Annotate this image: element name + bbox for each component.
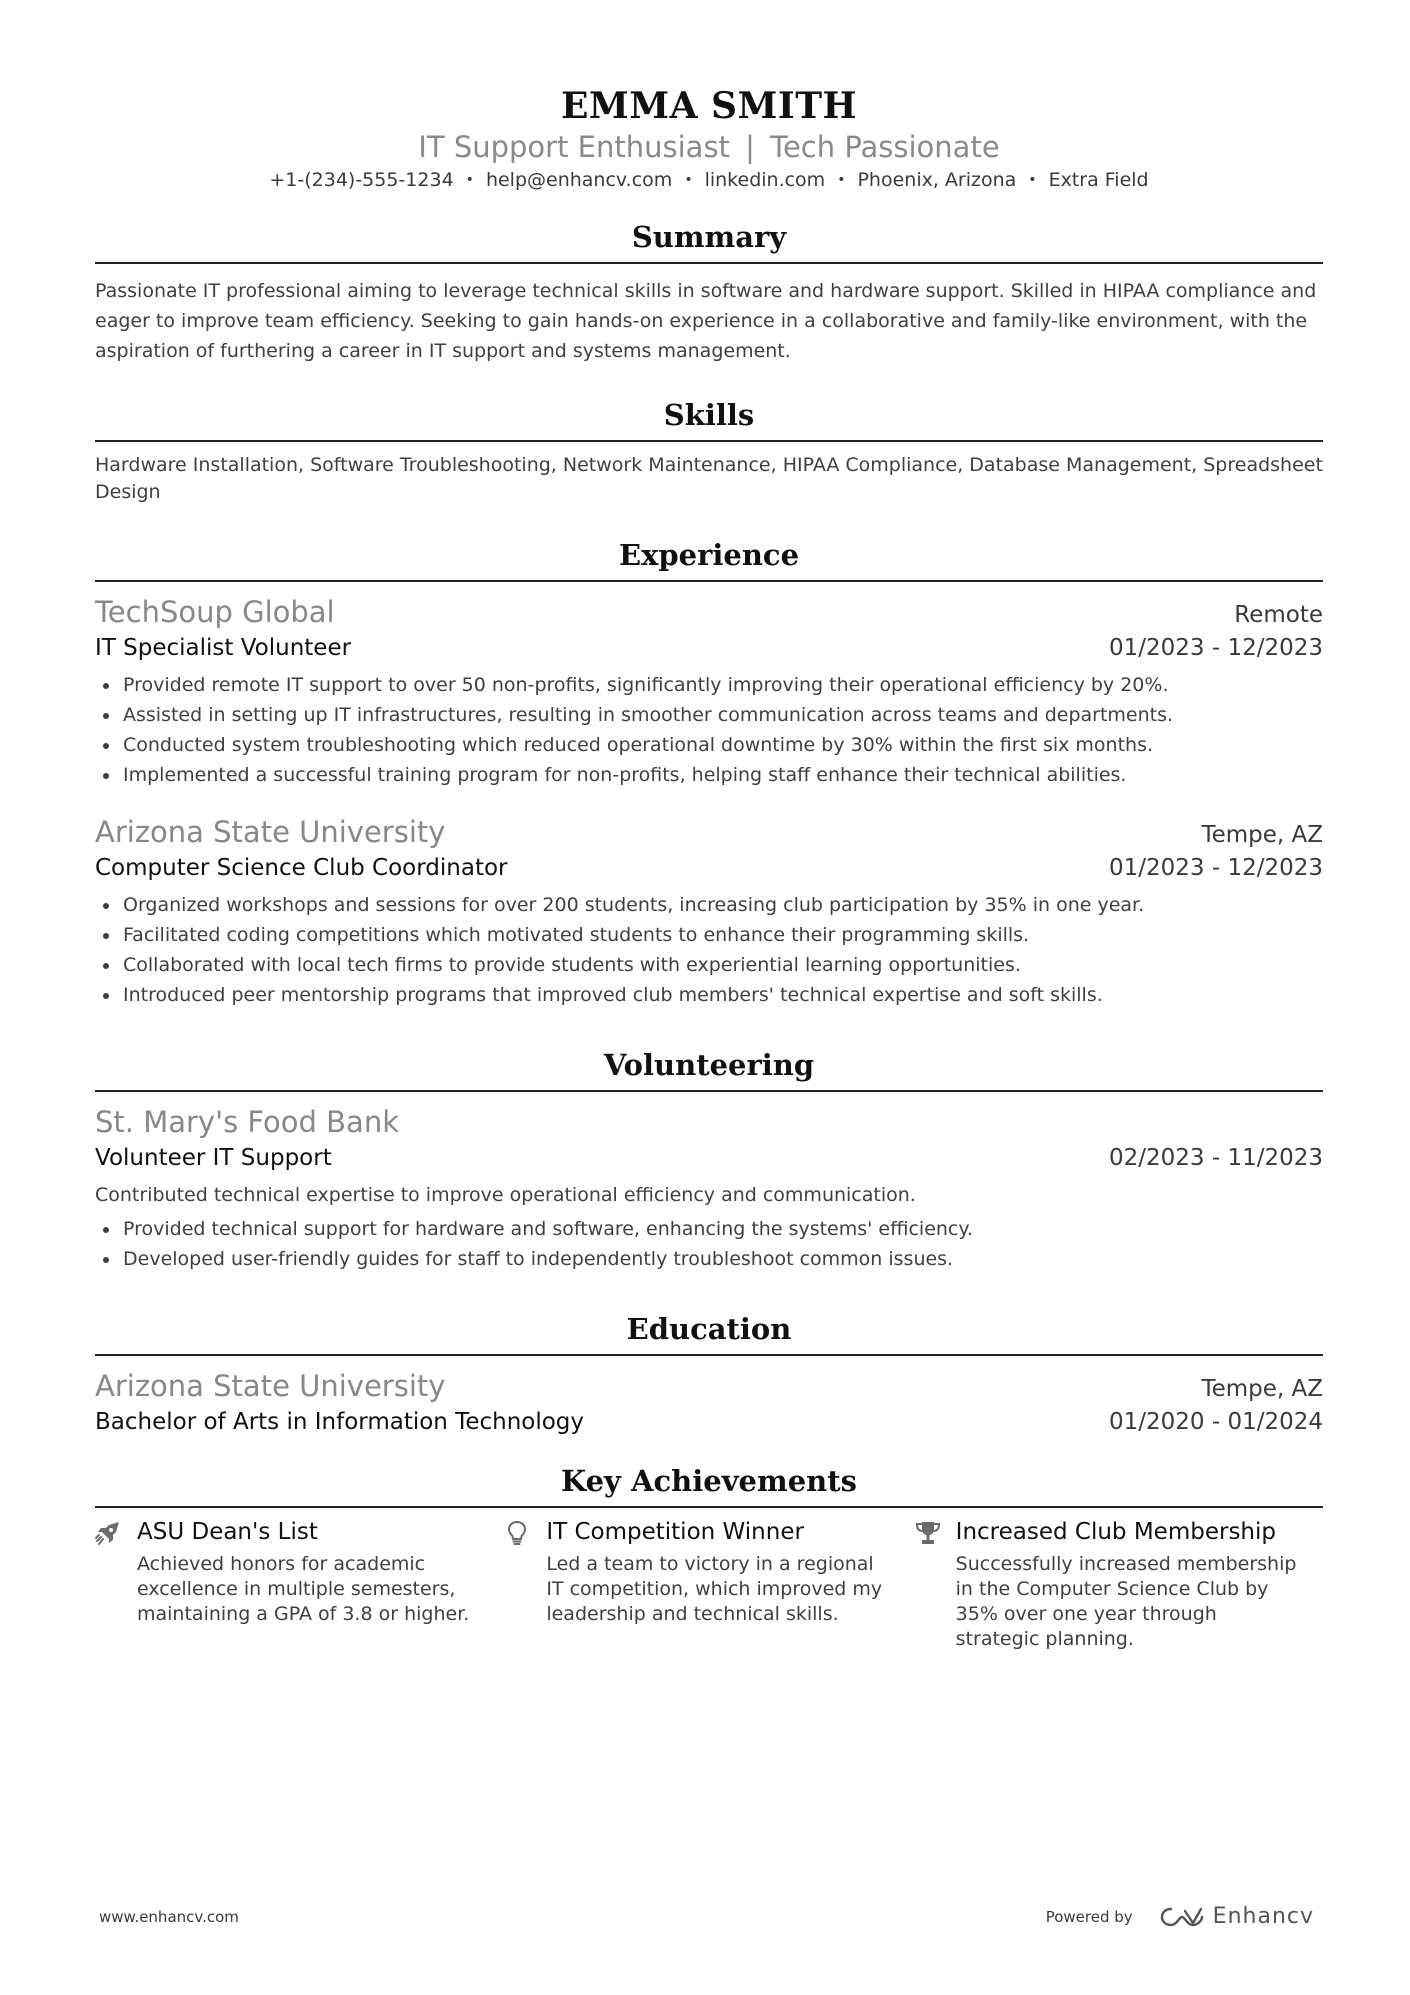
summary-text: Passionate IT professional aiming to leverage technical skills in software and hardware support. Skilled in HIPAA compliance and eager to improve team efficiency. Seeking to gain hands-on experience in a collaborative and family-like environment, with the aspiration of furthering a career in IT support and systems management. — [95, 280, 1317, 362]
entry-organization: Arizona State University — [95, 815, 446, 849]
separator-dot: • — [684, 172, 693, 188]
entry-organization: St. Mary's Food Bank — [95, 1105, 399, 1139]
list-item: Implemented a successful training program for non-profits, helping staff enhance their technical abilities. — [95, 760, 1323, 790]
contact-location: Phoenix, Arizona — [857, 169, 1017, 191]
volunteering-section — [95, 1046, 1323, 1274]
resume-header — [95, 0, 1323, 194]
entry-dates: 01/2023 - 12/2023 — [1108, 635, 1323, 661]
separator-dot: • — [837, 172, 846, 188]
volunteering-entry — [95, 1102, 1323, 1274]
title-separator: | — [745, 130, 755, 164]
entry-organization: Arizona State University — [95, 1369, 446, 1403]
section-title-education: Education — [95, 1310, 1323, 1356]
achievement-item — [914, 1516, 1323, 1652]
achievement-title: Increased Club Membership — [955, 1519, 1276, 1545]
achievement-text: Achieved honors for academic excellence in multiple semesters, maintaining a GPA of 3.8 or higher. — [137, 1553, 470, 1625]
enhancv-logo[interactable] — [1159, 1904, 1314, 1929]
achievement-title: ASU Dean's List — [137, 1519, 318, 1545]
achievement-title: IT Competition Winner — [546, 1519, 804, 1545]
list-item: Collaborated with local tech firms to provide students with experiential learning opportunities. — [95, 950, 1323, 980]
brand-name: Enhancv — [1212, 1904, 1314, 1929]
title-part-2: Tech Passionate — [770, 130, 1000, 164]
entry-dates: 01/2020 - 01/2024 — [1108, 1409, 1323, 1435]
skills-text: Hardware Installation, Software Troubleshooting, Network Maintenance, HIPAA Compliance, Database Management, Spreadsheet Design — [95, 454, 1323, 503]
entry-location: Tempe, AZ — [1201, 1376, 1323, 1402]
experience-entry — [95, 592, 1323, 790]
separator-dot: • — [465, 172, 474, 188]
entry-location: Remote — [1234, 602, 1323, 628]
education-section — [95, 1310, 1323, 1438]
section-title-volunteering: Volunteering — [95, 1046, 1323, 1092]
entry-degree: Bachelor of Arts in Information Technology — [95, 1409, 585, 1435]
achievement-text: Led a team to victory in a regional IT competition, which improved my leadership and technical skills. — [546, 1553, 883, 1625]
contact-email[interactable]: help@enhancv.com — [485, 169, 673, 191]
contact-linkedin[interactable]: linkedin.com — [704, 169, 826, 191]
entry-bullets — [95, 1214, 1323, 1274]
entry-description: Contributed technical expertise to improve operational efficiency and communication. — [95, 1184, 916, 1206]
entry-dates: 02/2023 - 11/2023 — [1108, 1145, 1323, 1171]
entry-role: IT Specialist Volunteer — [95, 635, 352, 661]
section-title-achievements: Key Achievements — [95, 1462, 1323, 1508]
rocket-icon — [95, 1516, 137, 1652]
enhancv-logo-icon — [1159, 1905, 1205, 1929]
entry-bullets — [95, 890, 1323, 1010]
list-item: Developed user-friendly guides for staff to independently troubleshoot common issues. — [95, 1244, 1323, 1274]
contact-extra-field: Extra Field — [1048, 169, 1149, 191]
entry-dates: 01/2023 - 12/2023 — [1108, 855, 1323, 881]
list-item: Facilitated coding competitions which motivated students to enhance their programming skills. — [95, 920, 1323, 950]
page-footer — [99, 1904, 1314, 1929]
skills-section — [95, 396, 1323, 506]
section-title-experience: Experience — [95, 536, 1323, 582]
achievement-text: Successfully increased membership in the Computer Science Club by 35% over one year through strategic planning. — [955, 1553, 1297, 1650]
list-item: Assisted in setting up IT infrastructures, resulting in smoother communication across teams and departments. — [95, 700, 1323, 730]
list-item: Organized workshops and sessions for over 200 students, increasing club participation by 35% in one year. — [95, 890, 1323, 920]
trophy-icon — [914, 1516, 956, 1652]
entry-role: Computer Science Club Coordinator — [95, 855, 508, 881]
list-item: Conducted system troubleshooting which reduced operational downtime by 30% within the first six months. — [95, 730, 1323, 760]
section-title-skills: Skills — [95, 396, 1323, 442]
education-entry — [95, 1366, 1323, 1438]
contact-phone[interactable]: +1-(234)-555-1234 — [269, 169, 454, 191]
entry-organization: TechSoup Global — [95, 595, 335, 629]
contact-line — [95, 166, 1323, 194]
achievement-item — [95, 1516, 504, 1652]
entry-location: Tempe, AZ — [1201, 822, 1323, 848]
footer-branding — [1046, 1904, 1314, 1929]
resume-page — [95, 0, 1323, 1652]
title-part-1: IT Support Enthusiast — [418, 130, 730, 164]
list-item: Introduced peer mentorship programs that improved club members' technical expertise and soft skills. — [95, 980, 1323, 1010]
separator-dot: • — [1028, 172, 1037, 188]
list-item: Provided remote IT support to over 50 non-profits, significantly improving their operational efficiency by 20%. — [95, 670, 1323, 700]
summary-section — [95, 218, 1323, 366]
section-title-summary: Summary — [95, 218, 1323, 264]
lightbulb-icon — [504, 1516, 546, 1652]
achievement-item — [504, 1516, 913, 1652]
achievements-section — [95, 1462, 1323, 1652]
experience-section — [95, 536, 1323, 1010]
candidate-title — [95, 128, 1323, 166]
powered-by-label: Powered by — [1045, 1907, 1133, 1926]
list-item: Provided technical support for hardware and software, enhancing the systems' efficiency. — [95, 1214, 1323, 1244]
candidate-name: EMMA SMITH — [560, 85, 858, 127]
entry-role: Volunteer IT Support — [95, 1145, 332, 1171]
entry-bullets — [95, 670, 1323, 790]
achievements-grid — [95, 1516, 1323, 1652]
footer-url-link[interactable]: www.enhancv.com — [99, 1907, 239, 1926]
experience-entry — [95, 812, 1323, 1010]
